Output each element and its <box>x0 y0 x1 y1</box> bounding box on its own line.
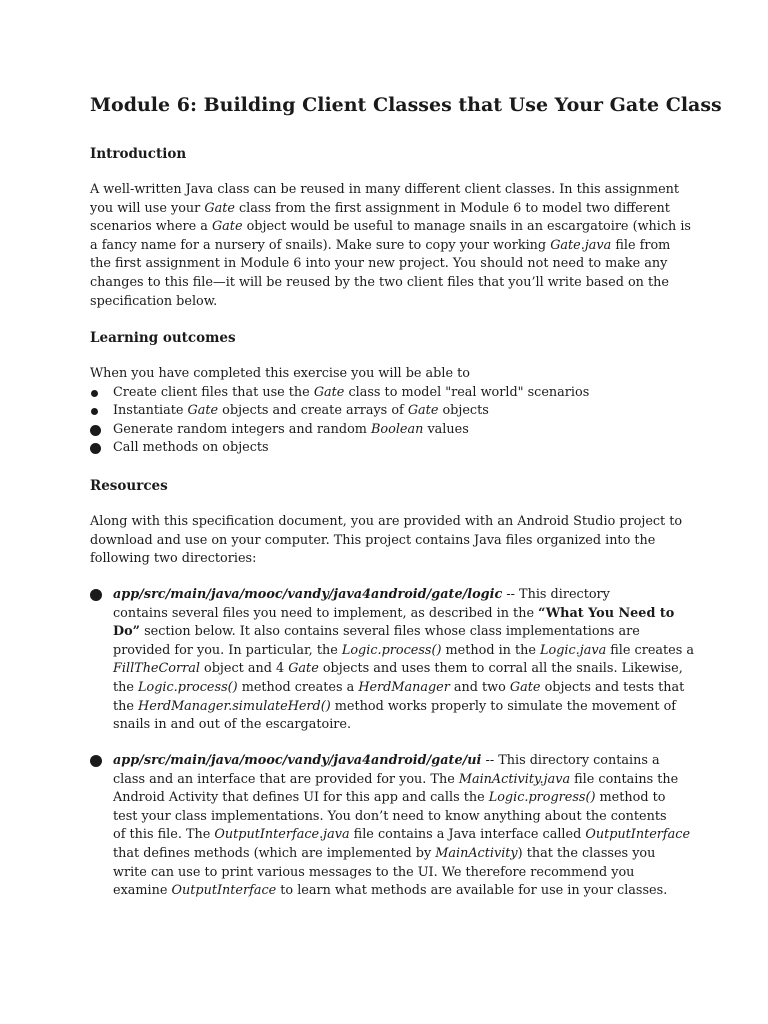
introduction-heading: Introduction <box>90 146 187 162</box>
list-item: Instantiate Gate objects and create arrays of Gate objects <box>90 402 589 421</box>
text-line: snails in and out of the escargatoire. <box>113 717 352 733</box>
bullet-icon <box>91 408 98 415</box>
resources-paragraph <box>90 513 690 569</box>
text-line: test your class implementations. You don’t need to know anything about the contents <box>113 808 667 824</box>
list-item: Call methods on objects <box>90 439 589 458</box>
list-item: Generate random integers and random Boolean values <box>90 421 589 440</box>
bullet-icon <box>90 425 101 436</box>
text-line: scenarios where a Gate object would be useful to manage snails in an escargatoire (which is <box>90 219 691 235</box>
text-line: examine OutputInterface to learn what methods are available for use in your classes. <box>113 883 668 899</box>
page-title: Module 6: Building Client Classes that Use Your Gate Class <box>90 94 722 116</box>
resources-heading: Resources <box>90 478 168 494</box>
text-line: Do” section below. It also contains several files whose class implementations are <box>113 624 640 640</box>
bullet-icon <box>91 390 98 397</box>
text-line: the first assignment in Module 6 into your new project. You should not need to make any <box>90 256 668 272</box>
text-line: A well-written Java class can be reused in many different client classes. In this assignment <box>90 182 680 197</box>
text-line: app/src/main/java/mooc/vandy/java4android/gate/logic -- This directory <box>113 587 610 602</box>
text-line: FillTheCorral object and 4 Gate objects and uses them to corral all the snails. Likewise, <box>113 661 683 677</box>
learning-outcomes-intro <box>90 365 690 384</box>
learning-outcomes-heading: Learning outcomes <box>90 330 236 346</box>
text-line: that defines methods (which are implemented by MainActivity) that the classes you <box>113 845 656 861</box>
resource-item-text <box>113 586 695 735</box>
text-line: of this file. The OutputInterface.java file contains a Java interface called OutputInterface <box>113 827 691 843</box>
learning-outcomes-list <box>90 384 589 458</box>
resource-item-text <box>113 752 690 901</box>
text-line: the Logic.process() method creates a HerdManager and two Gate objects and tests that <box>113 679 685 695</box>
bullet-icon <box>90 589 102 601</box>
text-line: Along with this specification document, you are provided with an Android Studio project to <box>90 514 683 529</box>
introduction-paragraph <box>90 181 690 311</box>
text-line: class and an interface that are provided for you. The MainActivity.java file contains the <box>113 771 679 787</box>
text-line: changes to this file—it will be reused by the two client files that you’ll write based on the <box>90 274 669 290</box>
text-line: download and use on your computer. This project contains Java files organized into the <box>90 532 656 548</box>
bullet-icon <box>90 443 101 454</box>
text-line: contains several files you need to implement, as described in the “What You Need to <box>113 605 675 621</box>
text-line: write can use to print various messages to the UI. We therefore recommend you <box>113 864 635 880</box>
text-line: a fancy name for a nursery of snails). Make sure to copy your working Gate.java file from <box>90 237 671 253</box>
bullet-icon <box>90 755 102 767</box>
text-line: specification below. <box>90 293 218 309</box>
resource-item-ui-directory <box>90 752 690 901</box>
text-line: Android Activity that defines UI for this app and calls the Logic.progress() method to <box>113 790 666 806</box>
text-line: the HerdManager.simulateHerd() method works properly to simulate the movement of <box>113 698 677 714</box>
text-line: following two directories: <box>90 551 257 567</box>
text-line: app/src/main/java/mooc/vandy/java4android/gate/ui -- This directory contains a <box>113 753 660 768</box>
text-line: provided for you. In particular, the Logic.process() method in the Logic.java file creates a <box>113 642 695 658</box>
learning-outcomes-intro-text: When you have completed this exercise you will be able to <box>90 366 470 381</box>
text-line: you will use your Gate class from the first assignment in Module 6 to model two different <box>90 200 670 216</box>
list-item: Create client files that use the Gate class to model "real world" scenarios <box>90 384 589 403</box>
resource-item-logic-directory <box>90 586 695 735</box>
